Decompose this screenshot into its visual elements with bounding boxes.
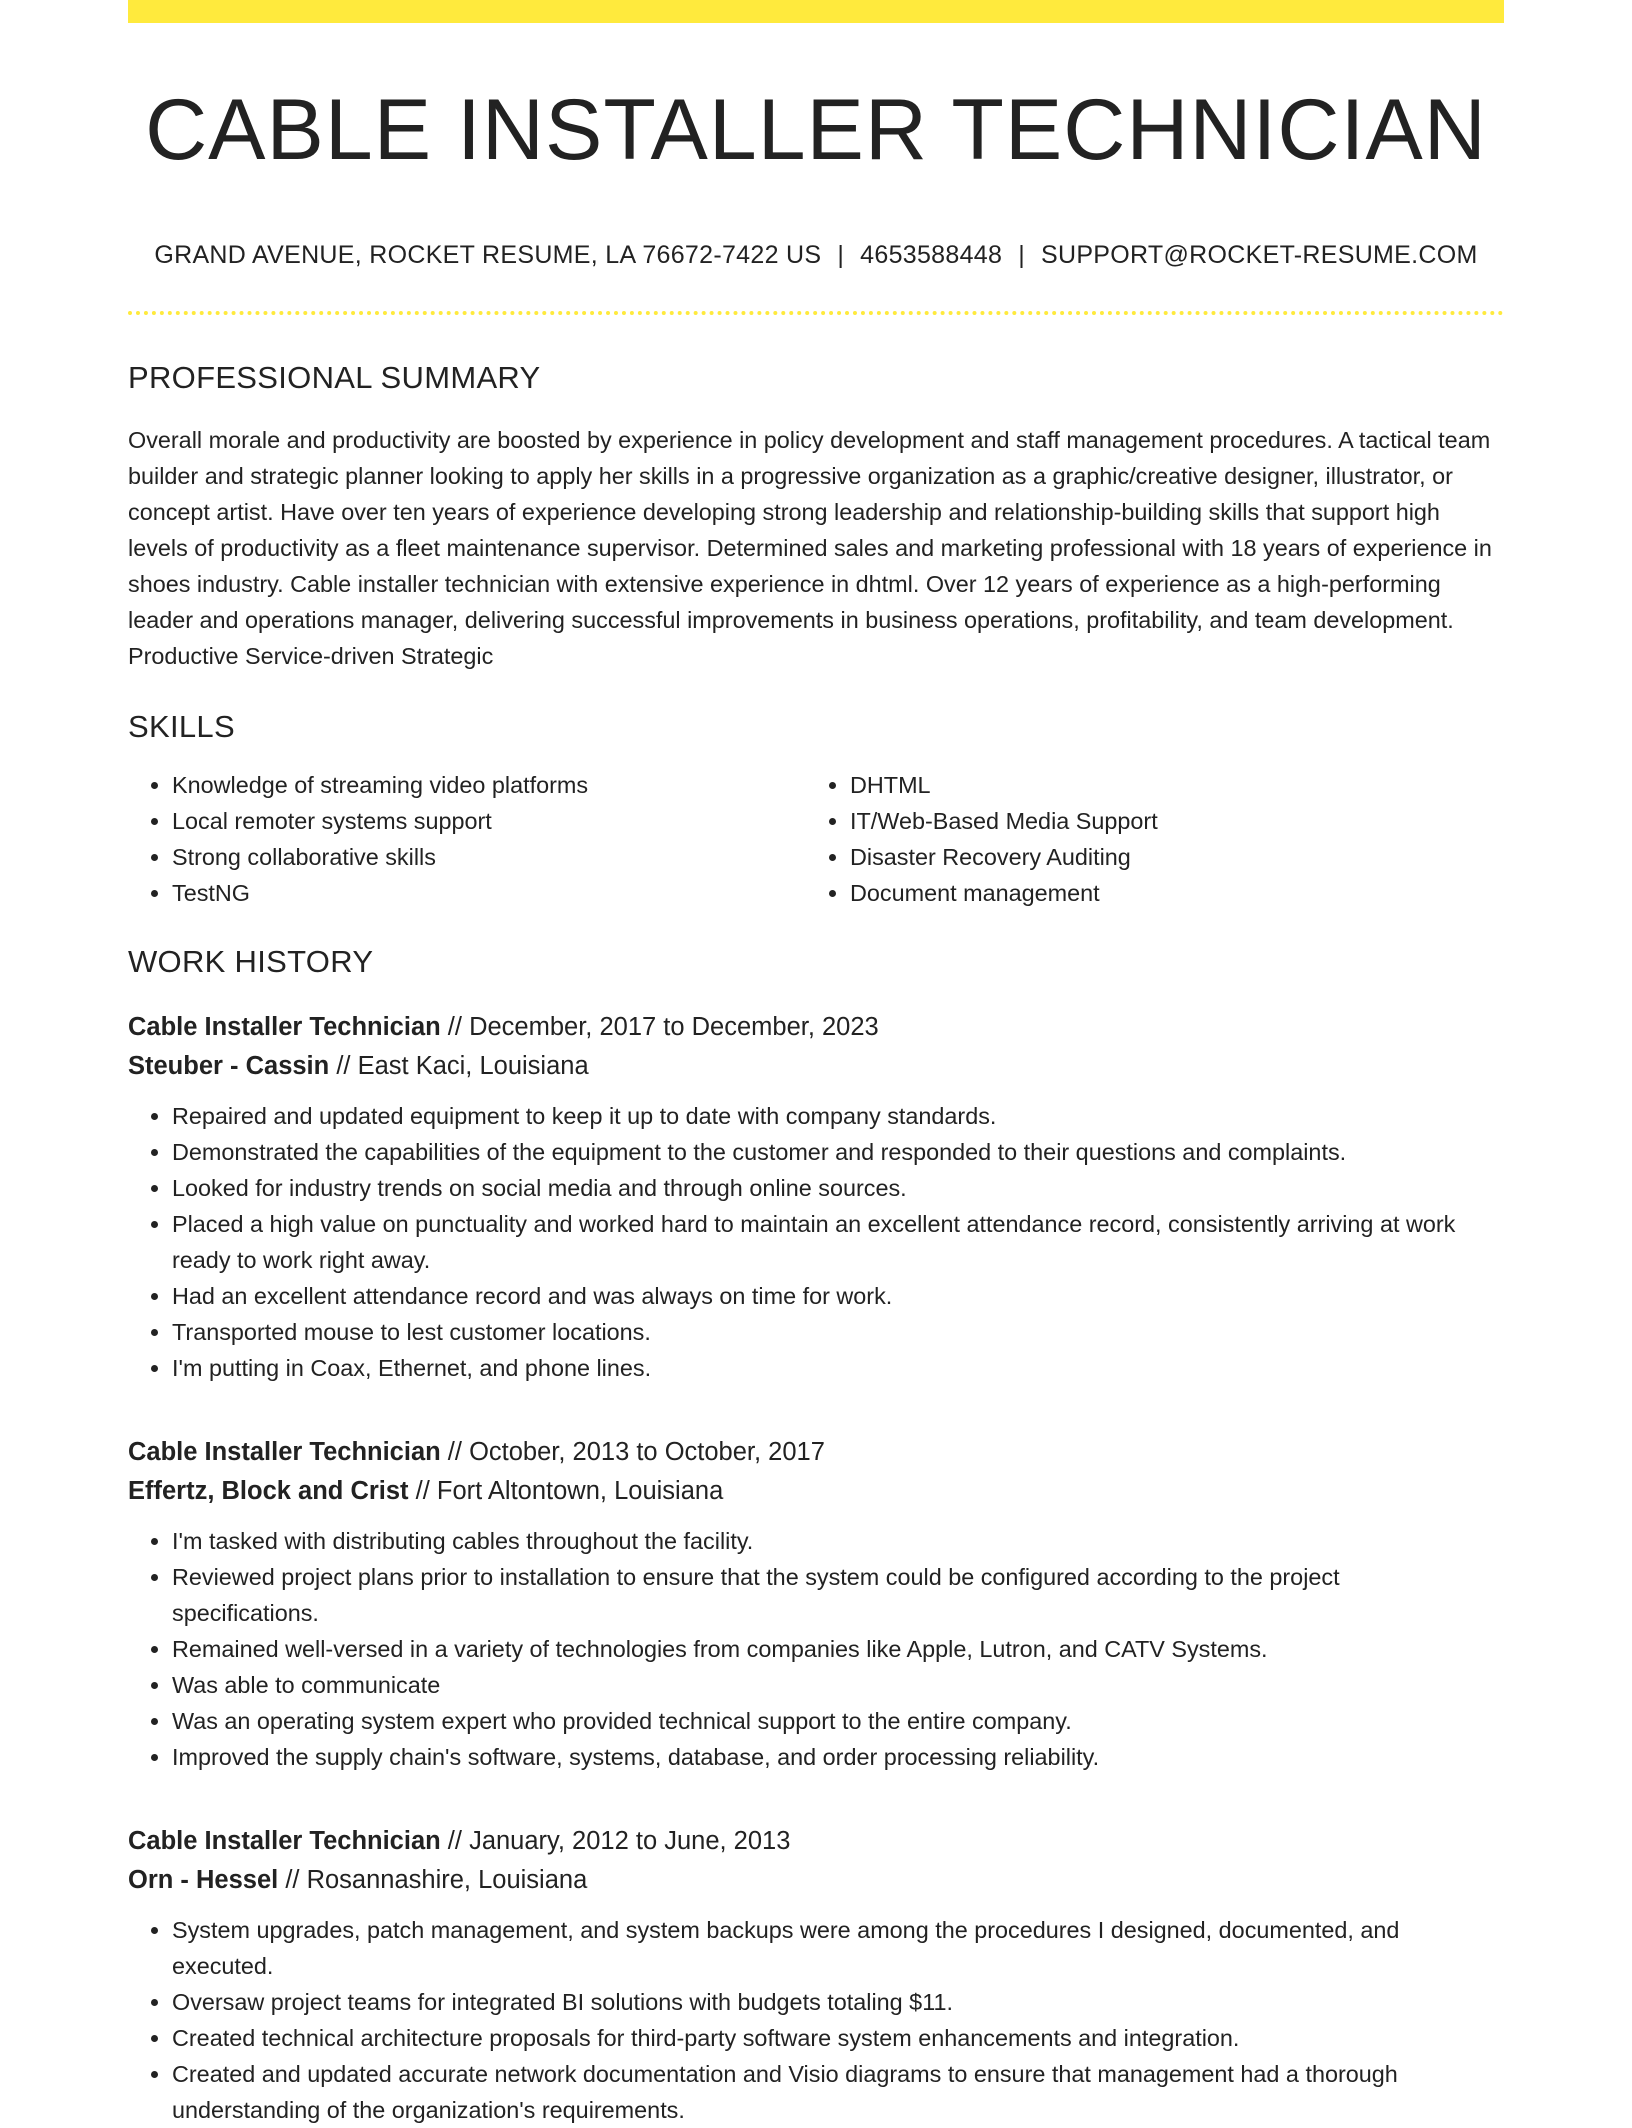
contact-separator: | (1018, 241, 1025, 269)
job-bullet: • Remained well-versed in a variety of technologies from companies like Apple, Lutron, and CATV Systems. (172, 1631, 1504, 1667)
job-separator: // (408, 1477, 437, 1505)
job-bullet: • Looked for industry trends on social media and through online sources. (172, 1170, 1504, 1206)
work-history-heading: WORK HISTORY (128, 944, 374, 979)
skills-left-column (128, 767, 806, 911)
job-separator: // (440, 1827, 470, 1855)
job-bullet: • System upgrades, patch management, and system backups were among the procedures I designed, documented, and executed. (172, 1912, 1504, 1984)
resume-name: CABLE INSTALLER TECHNICIAN (145, 82, 1487, 178)
job-bullet: • I'm tasked with distributing cables throughout the facility. (172, 1523, 1504, 1559)
job-dates: December, 2017 to December, 2023 (469, 1013, 879, 1041)
job-company: Steuber - Cassin (128, 1052, 330, 1080)
summary-text: Overall morale and productivity are boosted by experience in policy development and staff management procedures. A tactical team builder and strategic planner looking to apply her skills in a progressive organization as a graphic/creative designer, illustrator, or concept artist. Have over ten years of experience developing strong leadership and relationship-building skills that support high levels of productivity as a fleet maintenance supervisor. Determined sales and marketing professional with 18 years of experience in shoes industry. Cable installer technician with extensive experience in dhtml. Over 12 years of experience as a high-performing leader and operations manager, delivering successful improvements in business operations, profitability, and team development. Productive Service-driven Strategic (128, 427, 1492, 669)
skill-item: • Knowledge of streaming video platforms (172, 767, 806, 803)
accent-top-bar (128, 0, 1504, 23)
job-bullet: • Reviewed project plans prior to installation to ensure that the system could be configured according to the project specifications. (172, 1559, 1504, 1631)
job-company-line (128, 1472, 1504, 1511)
job-bullet: • Was an operating system expert who provided technical support to the entire company. (172, 1703, 1504, 1739)
job-title-line (128, 1822, 1504, 1861)
job-dates: January, 2012 to June, 2013 (469, 1827, 791, 1855)
resume-page (128, 0, 1504, 2128)
skill-item: • DHTML (850, 767, 1484, 803)
skill-item: • TestNG (172, 875, 806, 911)
job-company-line (128, 1861, 1504, 1900)
job-entry (128, 1822, 1504, 2128)
contact-separator: | (837, 241, 845, 269)
job-company-line (128, 1047, 1504, 1086)
job-bullet: • Was able to communicate (172, 1667, 1504, 1703)
job-bullets (128, 1912, 1504, 2128)
job-entry (128, 1008, 1504, 1386)
job-bullets (128, 1098, 1504, 1386)
job-separator: // (440, 1438, 470, 1466)
job-bullet: • Demonstrated the capabilities of the equipment to the customer and responded to their questions and complaints. (172, 1134, 1504, 1170)
contact-line (128, 241, 1504, 270)
skills-grid (128, 767, 1504, 911)
job-title: Cable Installer Technician (128, 1013, 441, 1041)
job-dates: October, 2013 to October, 2017 (469, 1438, 825, 1466)
skill-item: • Document management (850, 875, 1484, 911)
job-location: Rosannashire, Louisiana (306, 1866, 588, 1894)
job-bullet: • Had an excellent attendance record and was always on time for work. (172, 1278, 1504, 1314)
summary-heading: PROFESSIONAL SUMMARY (128, 360, 541, 395)
skill-item: • Disaster Recovery Auditing (850, 839, 1484, 875)
contact-email: SUPPORT@ROCKET-RESUME.COM (1041, 241, 1478, 269)
job-bullet: • Repaired and updated equipment to keep it up to date with company standards. (172, 1098, 1504, 1134)
job-bullet: • I'm putting in Coax, Ethernet, and phone lines. (172, 1350, 1504, 1386)
job-separator: // (278, 1866, 307, 1894)
job-title-line (128, 1008, 1504, 1047)
job-separator: // (329, 1052, 358, 1080)
job-bullet: • Improved the supply chain's software, systems, database, and order processing reliability. (172, 1739, 1504, 1775)
skill-item: • Local remoter systems support (172, 803, 806, 839)
skill-item: • Strong collaborative skills (172, 839, 806, 875)
contact-address: GRAND AVENUE, ROCKET RESUME, LA 76672-7422 US (154, 241, 822, 269)
job-bullets (128, 1523, 1504, 1775)
job-bullet: • Oversaw project teams for integrated BI solutions with budgets totaling $11. (172, 1984, 1504, 2020)
job-location: Fort Altontown, Louisiana (436, 1477, 724, 1505)
job-separator: // (440, 1013, 470, 1041)
job-bullet: • Transported mouse to lest customer locations. (172, 1314, 1504, 1350)
job-bullet: • Created technical architecture proposals for third-party software system enhancements and integration. (172, 2020, 1504, 2056)
skill-item: • IT/Web-Based Media Support (850, 803, 1484, 839)
job-company: Orn - Hessel (128, 1866, 279, 1894)
job-company: Effertz, Block and Crist (128, 1477, 409, 1505)
job-bullet: • Placed a high value on punctuality and worked hard to maintain an excellent attendance record, consistently arriving at work ready to work right away. (172, 1206, 1504, 1278)
contact-phone: 4653588448 (860, 241, 1003, 269)
skills-right-column (806, 767, 1484, 911)
job-title: Cable Installer Technician (128, 1438, 441, 1466)
job-title: Cable Installer Technician (128, 1827, 441, 1855)
dotted-divider (128, 311, 1504, 315)
job-location: East Kaci, Louisiana (357, 1052, 589, 1080)
job-title-line (128, 1433, 1504, 1472)
job-entry (128, 1433, 1504, 1775)
job-bullet: • Created and updated accurate network documentation and Visio diagrams to ensure that management had a thorough understanding of the organization's requirements. (172, 2056, 1504, 2128)
skills-heading: SKILLS (128, 709, 235, 744)
